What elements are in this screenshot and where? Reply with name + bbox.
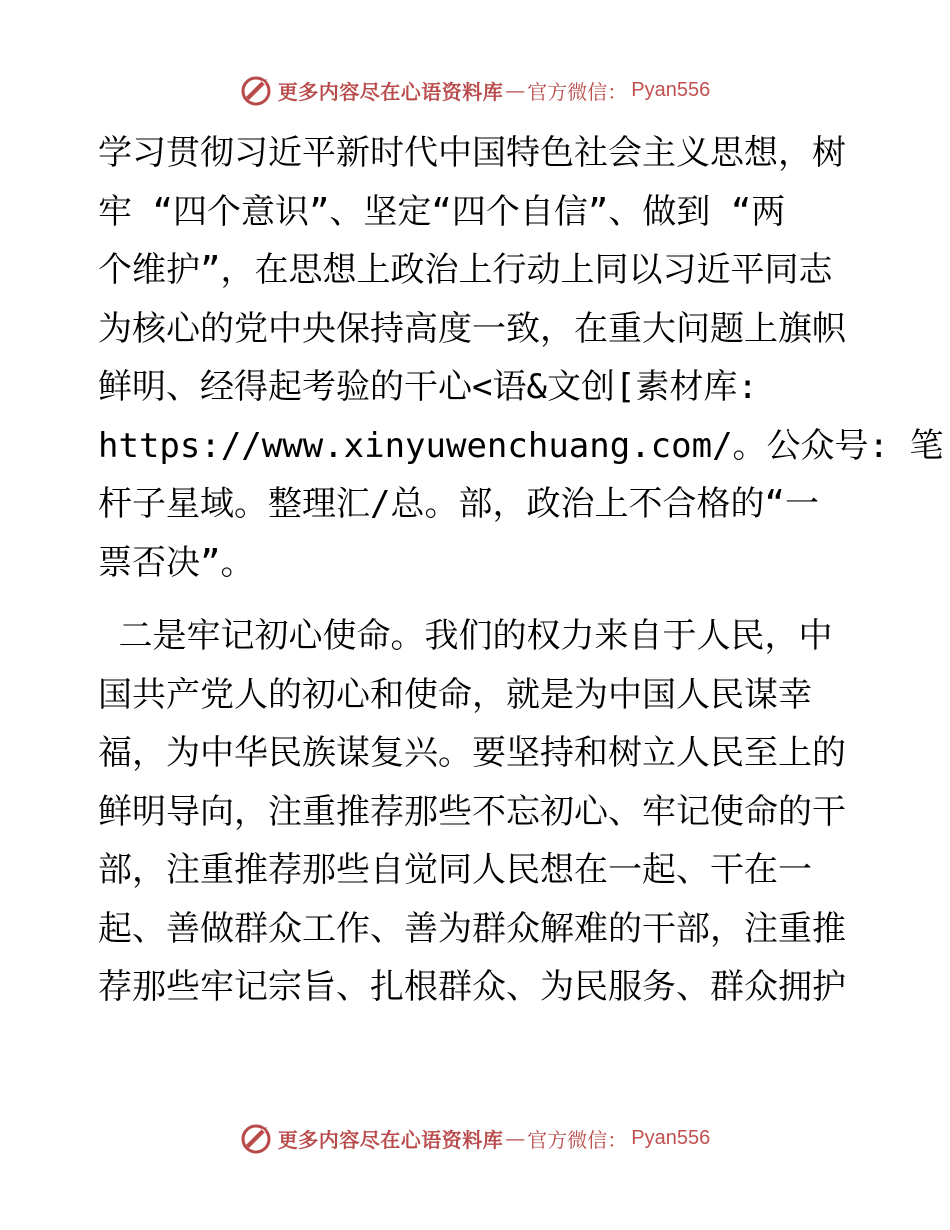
text-line: 起、善做群众工作、善为群众解难的干部，注重推 bbox=[98, 908, 846, 949]
text-line: 牢 “四个意识”、坚定“四个自信”、做到 “两 bbox=[98, 191, 786, 232]
header-watermark-banner bbox=[0, 70, 950, 110]
pen-logo-icon bbox=[240, 1121, 274, 1155]
text-line: 个维护”，在思想上政治上行动上同以习近平同志 bbox=[98, 250, 833, 290]
paragraph-2 bbox=[98, 607, 858, 1017]
document-body bbox=[98, 124, 944, 1017]
paragraph-1 bbox=[98, 124, 944, 592]
banner-separator: — bbox=[505, 1126, 526, 1150]
text-line: 国共产党人的初心和使命，就是为中国人民谋幸 bbox=[98, 674, 812, 715]
banner-official-label: 官方微信： bbox=[527, 79, 628, 104]
text-line: 福，为中华民族谋复兴。要坚持和树立人民至上的 bbox=[98, 733, 846, 773]
text-line: 杆子星域。整理汇/总。部，政治上不合格的“一 bbox=[98, 484, 819, 524]
footer-watermark-banner bbox=[0, 1118, 950, 1158]
text-line: 荐那些牢记宗旨、扎根群众、为民服务、群众拥护 bbox=[98, 967, 846, 1007]
text-line: 学习贯彻习近平新时代中国特色社会主义思想，树 bbox=[98, 133, 846, 173]
paragraph-spacer bbox=[98, 592, 858, 607]
text-line: 部，注重推荐那些自觉同人民想在一起、干在一 bbox=[98, 850, 812, 890]
banner-account: Pyan556 bbox=[631, 1126, 711, 1149]
text-line: 为核心的党中央保持高度一致，在重大问题上旗帜 bbox=[98, 308, 846, 349]
text-line: 鲜明导向，注重推荐那些不忘初心、牢记使命的干 bbox=[98, 791, 846, 832]
banner-official-label: 官方微信： bbox=[527, 1127, 628, 1152]
banner-separator: — bbox=[505, 78, 526, 102]
pen-logo-icon bbox=[240, 73, 274, 107]
text-line: https://www.xinyuwenchuang.com/。公众号: 笔 bbox=[98, 425, 944, 466]
text-line: 票否决”。 bbox=[98, 542, 255, 583]
text-line: 鲜明、经得起考验的干心<语&文创[素材库: bbox=[98, 367, 758, 407]
banner-title: 更多内容尽在心语资料库 bbox=[277, 79, 504, 104]
text-line: 二是牢记初心使命。我们的权力来自于人民，中 bbox=[98, 616, 833, 656]
banner-title: 更多内容尽在心语资料库 bbox=[277, 1127, 504, 1152]
banner-account: Pyan556 bbox=[631, 78, 711, 101]
